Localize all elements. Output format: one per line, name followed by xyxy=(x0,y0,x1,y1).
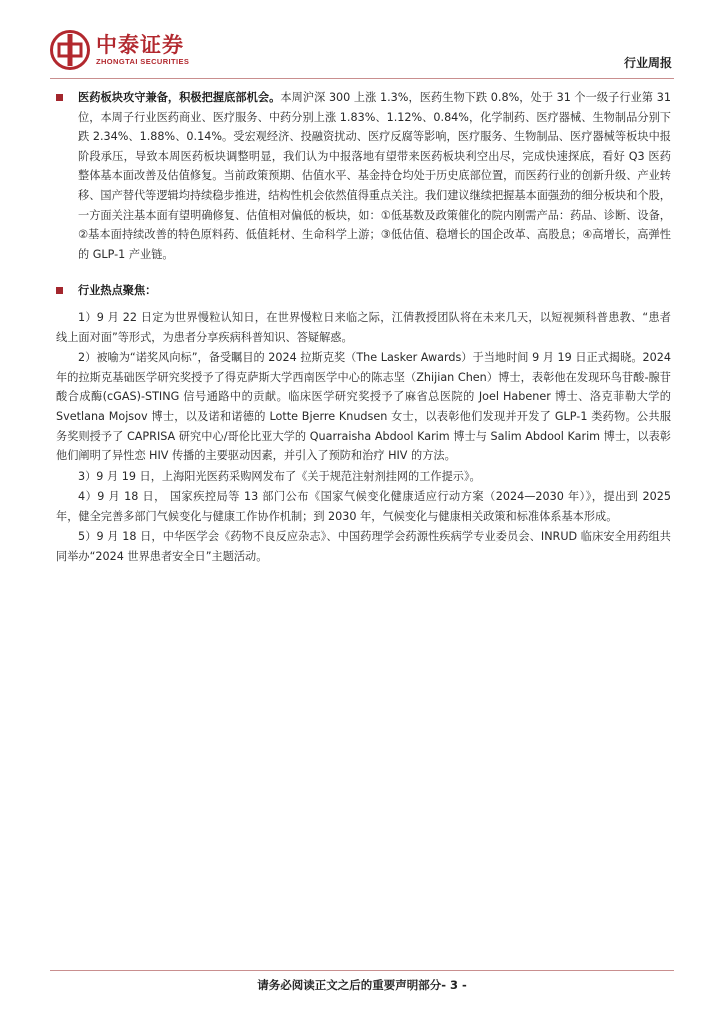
hot-topics-title: 行业热点聚焦： xyxy=(78,284,157,298)
header-divider xyxy=(50,78,674,79)
hot-topics-title-row xyxy=(56,281,671,301)
page-header xyxy=(50,26,674,76)
main-content xyxy=(56,88,671,567)
hot-topic-item: 3）9 月 19 日，上海阳光医药采购网发布了《关于规范注射剂挂网的工作提示》。 xyxy=(78,469,481,483)
square-bullet-icon xyxy=(56,287,63,294)
summary-paragraph xyxy=(56,88,671,264)
square-bullet-icon xyxy=(56,94,63,101)
summary-body: 本周沪深 300 上涨 1.3%，医药生物下跌 0.8%，处于 31 个一级子行业第 31 位，本周子行业医药商业、医疗服务、中药分别上涨 1.83%、1.12%、0.84%，化学制药、医疗器械、生物制品分别下跌 2.34%、1.88%、0.14%。受宏观经济、投融资扰动、医疗反腐等影响，医疗服务、生物制品、医疗器械等板块中报阶段承压，导致本周医药板块调整明显，我们认为中报落地有望带来医药板块利空出尽，完成快速探底，看好 Q3 医药整体基本面改善及估值修复。当前政策预期、估值水平、基金持仓均处于历史底部位置，而医药行业的创新升级、产业转移、国产替代等逻辑均持续稳步推进，结构性机会依然值得重点关注。我们建议继续把握基本面强劲的细分板块和个股，一方面关注基本面有望明确修复、估值相对偏低的板块，如：①低基数及政策催化的院内刚需产品：药品、诊断、设备，②基本面持续改善的特色原料药、低值耗材、生命科学上游；③低估值、稳增长的国企改革、高股息；④高增长，高弹性的 GLP-1 产业链。 xyxy=(78,91,671,261)
footer-divider xyxy=(50,970,674,971)
footer-disclaimer: 请务必阅读正文之后的重要声明部分- 3 - xyxy=(257,978,467,992)
zhongtai-logo-icon xyxy=(50,30,90,70)
hot-topic-item: 1）9 月 22 日定为世界慢粒认知日，在世界慢粒日来临之际，江倩教授团队将在未来几天，以短视频科普患教、“患者线上面对面”等形式，为患者分享疾病科普知识、答疑解惑。 xyxy=(56,310,671,344)
summary-lead: 医药板块攻守兼备，积极把握底部机会。 xyxy=(78,91,281,104)
hot-topic-item: 4）9 月 18 日， 国家疾控局等 13 部门公布《国家气候变化健康适应行动方案（2024—2030 年）》，提出到 2025 年，健全完善多部门气候变化与健康工作协作机制；到 2030 年，气候变化与健康相关政策和标准体系基本形成。 xyxy=(56,490,671,523)
company-logo xyxy=(50,30,189,70)
logo-chinese-name: 中泰证券 xyxy=(96,33,184,57)
document-type-label: 行业周报 xyxy=(623,56,672,70)
hot-topic-item: 2）被喻为“诺奖风向标”，备受瞩目的 2024 拉斯克奖（The Lasker Awards）于当地时间 9 月 19 日正式揭晓。2024 年的拉斯克基础医学研究奖授予了得克萨斯大学西南医学中心的陈志坚（Zhijian Chen）博士，表彰他在发现环鸟苷酸-腺苷酸合成酶(cGAS)-STING 信号通路中的贡献。临床医学研究奖授予了麻省总医院的 Joel Habener 博士、洛克菲勒大学的 Svetlana Mojsov 博士，以及诺和诺德的 Lotte Bjerre Knudsen 女士，以表彰他们发现并开发了 GLP-1 类药物。公共服务奖则授予了 CAPRISA 研究中心/哥伦比亚大学的 Quarraisha Abdool Karim 博士与 Salim Abdool Karim 博士，以表彰他们阐明了异性恋 HIV 传播的主要驱动因素，并引入了预防和治疗 HIV 的方法。 xyxy=(56,351,671,463)
logo-english-name: ZHONGTAI SECURITIES xyxy=(96,57,190,66)
hot-topic-item: 5）9 月 18 日，中华医学会《药物不良反应杂志》、中国药理学会药源性疾病学专业委员会、INRUD 临床安全用药组共同举办“2024 世界患者安全日”主题活动。 xyxy=(56,530,671,564)
